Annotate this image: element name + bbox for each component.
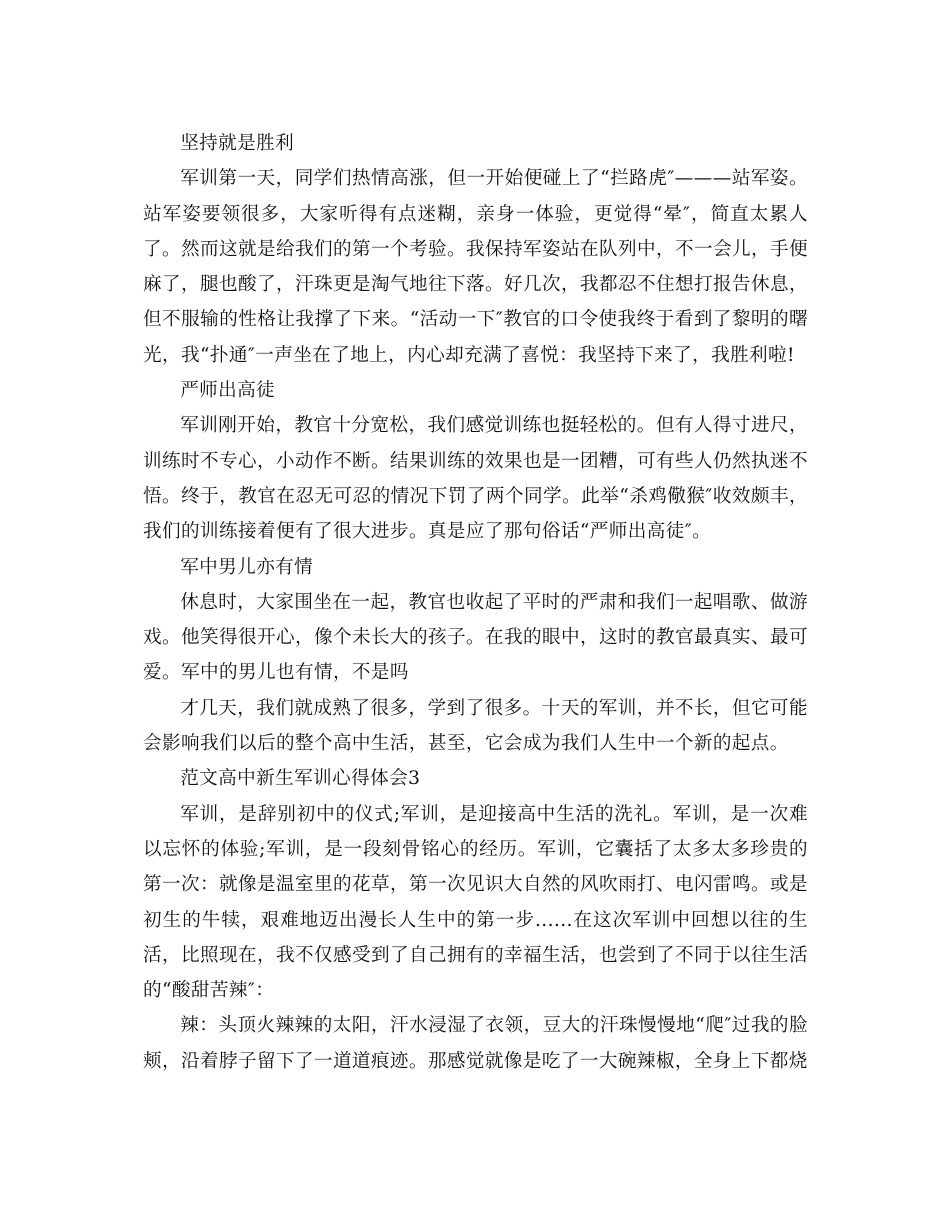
- section-heading-soldiers-feelings: 军中男儿亦有情: [180, 556, 314, 578]
- paragraph-spicy: 辣：头顶火辣辣的太阳，汗水浸湿了衣领，豆大的汗珠慢慢地“爬″过我的脸颊，沿着脖子留下了一道道痕迹。那感觉就像是吃了一大碗辣椒，全身上下都烧: [143, 1015, 808, 1072]
- document-body: [143, 126, 808, 1079]
- section-heading-strict-teacher: 严师出高徒: [180, 380, 276, 402]
- section-heading-essay-3: 范文高中新生军训心得体会3: [180, 768, 421, 790]
- paragraph-first-day: 军训第一天，同学们热情高涨，但一开始便碰上了“拦路虎″———站军姿。站军姿要领很多，大家听得有点迷糊，亲身一体验，更觉得“晕″，简直太累人了。然而这就是给我们的第一个考验。我保持军姿站在队列中，不一会儿，手便麻了，腿也酸了，汗珠更是淘气地往下落。好几次，我都忍不住想打报告休息，但不服输的性格让我撑了下来。“活动一下″教官的口令使我终于看到了黎明的曙光，我“扑通″一声坐在了地上，内心却充满了喜悦：我坚持下来了，我胜利啦!: [143, 168, 808, 366]
- paragraph-training-start: 军训刚开始，教官十分宽松，我们感觉训练也挺轻松的。但有人得寸进尺，训练时不专心，小动作不断。结果训练的效果也是一团糟，可有些人仍然执迷不悟。终于，教官在忍无可忍的情况下罚了两个同学。此举“杀鸡儆猴″收效颇丰，我们的训练接着便有了很大进步。真是应了那句俗话“严师出高徒″。: [143, 415, 808, 543]
- section-heading-persistence: 坚持就是胜利: [180, 133, 295, 154]
- paragraph-rest-time: 休息时，大家围坐在一起，教官也收起了平时的严肃和我们一起唱歌、做游戏。他笑得很开心，像个未长大的孩子。在我的眼中，这时的教官最真实、最可爱。军中的男儿也有情，不是吗: [143, 591, 808, 684]
- paragraph-military-training: 军训，是辞别初中的仪式;军训，是迎接高中生活的洗礼。军训，是一次难以忘怀的体验;军训，是一段刻骨铭心的经历。军训，它囊括了太多太多珍贵的第一次：就像是温室里的花草，第一次见识大自然的风吹雨打、电闪雷鸣。或是初生的牛犊，艰难地迈出漫长人生中的第一步......在这次军训中回想以往的生活，比照现在，我不仅感受到了自己拥有的幸福生活，也尝到了不同于以往生活的“酸甜苦辣″：: [143, 803, 808, 1002]
- paragraph-few-days: 才几天，我们就成熟了很多，学到了很多。十天的军训，并不长，但它可能会影响我们以后的整个高中生活，甚至，它会成为我们人生中一个新的起点。: [143, 697, 808, 755]
